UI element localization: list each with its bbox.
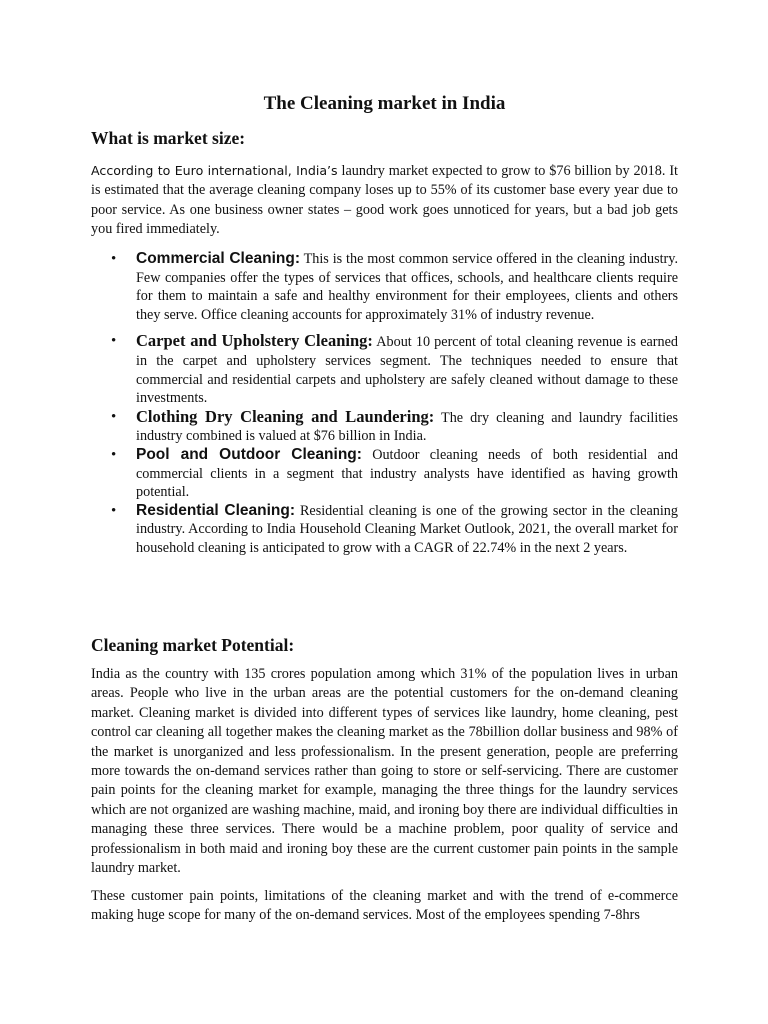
list-item-term: Residential Cleaning: bbox=[136, 501, 296, 519]
page-title: The Cleaning market in India bbox=[263, 93, 506, 114]
list-item-text: This is the most common service offered in the cleaning industry. Few companies offer the types of services that offices, schools, and healthcare clients require for them to maintain a safe and healthy environment for their employees, clients and others they serve. Office cleaning accounts for approximately 31% of industry revenue. bbox=[136, 251, 678, 323]
market-size-paragraph bbox=[91, 161, 678, 240]
list-item-term: Commercial Cleaning: bbox=[136, 250, 300, 267]
bullet-icon: • bbox=[111, 333, 117, 350]
potential-paragraph-1: India as the country with 135 crores population among which 31% of the population lives in urban areas. People who live in the urban areas are the potential customers for the on-demand cleaning market. Cleaning market is divided into different types of services like laundry, home cleaning, pest control car cleaning all together makes the cleaning market as the 78billion dollar business and 98% of the market is unorganized and less professionalism. In the present generation, people are preferring more towards the on-demand services rather than going to store or self-servicing. There are customer pain points for the cleaning market for example, managing the three things for the laundry services which are not organized are washing machine, maid, and ironing boy there are individual difficulties in managing these three services. There would be a machine problem, poor quality of service and professionalism in both maid and ironing boy these are the current customer pain points in the sample laundry market. bbox=[91, 666, 678, 877]
cleaning-services-list bbox=[91, 250, 678, 558]
section-heading-potential: Cleaning market Potential: bbox=[91, 635, 295, 655]
list-item-text: The dry cleaning and laundry facilities industry combined is valued at $76 billion in India. bbox=[136, 409, 678, 445]
bullet-icon: • bbox=[111, 251, 117, 267]
bullet-icon: • bbox=[111, 502, 117, 519]
potential-paragraph-2: These customer pain points, limitations of the cleaning market and with the trend of e-commerce making huge scope for many of the on-demand services. Most of the employees spending 7-8hrs bbox=[91, 888, 678, 924]
list-item-carpet bbox=[91, 332, 678, 407]
list-item-dry-cleaning bbox=[91, 408, 678, 446]
list-item-text: About 10 percent of total cleaning revenue is earned in the carpet and upholstery services segment. The techniques needed to ensure that commercial and residential carpets and upholstery are safely cleaned without damage to these investments. bbox=[136, 334, 678, 407]
list-item-pool bbox=[91, 446, 678, 502]
list-item-residential bbox=[91, 502, 678, 558]
bullet-icon: • bbox=[111, 408, 117, 425]
intro-rest-text: laundry market expected to grow to $76 billion by 2018. It is estimated that the average cleaning company loses up to 55% of its customer base every year due to poor service. As one business owner states – good work goes unnoticed for years, but a bad job gets you fired immediately. bbox=[91, 163, 678, 238]
list-item-term: Clothing Dry Cleaning and Laundering: bbox=[136, 406, 435, 426]
list-item-text: Residential cleaning is one of the growing sector in the cleaning industry. According to India Household Cleaning Market Outlook, 2021, the overall market for household cleaning is anticipated to grow with a CAGR of 22.74% in the next 2 years. bbox=[136, 502, 678, 556]
list-item-term: Pool and Outdoor Cleaning: bbox=[136, 445, 362, 463]
intro-sans-text: According to Euro international, India’s bbox=[91, 163, 338, 178]
bullet-icon: • bbox=[111, 446, 117, 463]
list-item-commercial bbox=[91, 250, 678, 324]
list-item-text: Outdoor cleaning needs of both residential and commercial clients in a segment that industry analysts have identified as having growth potential. bbox=[136, 446, 679, 501]
list-item-term: Carpet and Upholstery Cleaning: bbox=[136, 331, 373, 351]
section-heading-market-size: What is market size: bbox=[91, 128, 246, 148]
